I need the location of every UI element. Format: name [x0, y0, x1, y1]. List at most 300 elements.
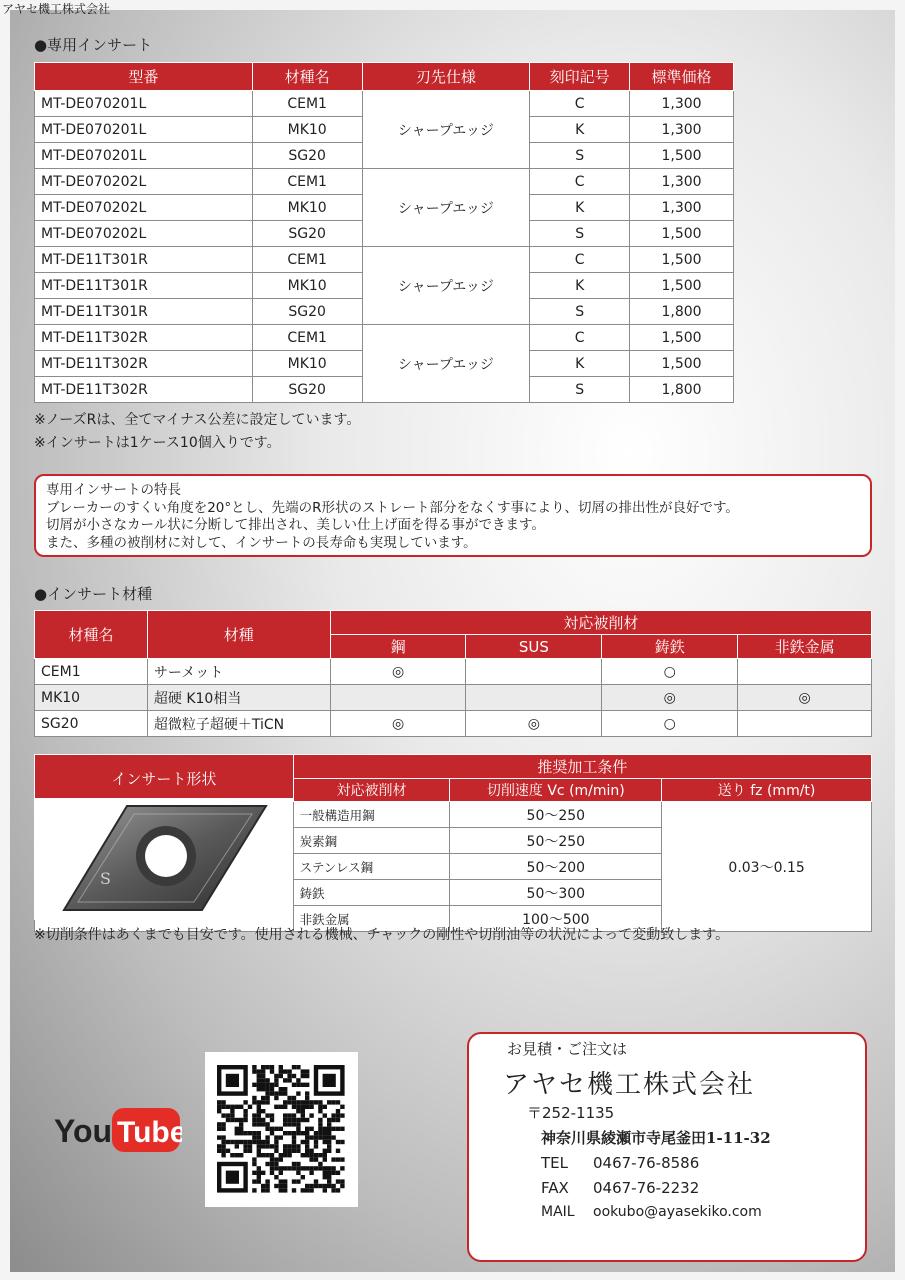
qr-module	[265, 1122, 269, 1126]
qr-module	[336, 1140, 340, 1144]
qr-module	[305, 1091, 309, 1095]
qr-module	[239, 1153, 243, 1157]
qr-module	[261, 1078, 265, 1082]
qr-module	[336, 1157, 340, 1161]
inserts-col-mark: 刻印記号	[530, 63, 630, 91]
qr-module	[252, 1069, 256, 1073]
price-cell: 1,500	[630, 351, 734, 377]
qr-module	[257, 1135, 261, 1139]
qr-module	[292, 1074, 296, 1078]
qr-module	[257, 1078, 261, 1082]
qr-module	[279, 1135, 283, 1139]
qr-module	[287, 1118, 291, 1122]
qr-module	[314, 1157, 318, 1161]
qr-module	[287, 1113, 291, 1117]
qr-module	[279, 1074, 283, 1078]
qr-module	[257, 1166, 261, 1170]
qr-module	[252, 1162, 256, 1166]
model-cell: MT-DE070202L	[35, 195, 253, 221]
qr-module	[279, 1065, 283, 1069]
qr-module	[287, 1144, 291, 1148]
qr-module	[261, 1109, 265, 1113]
qr-module	[292, 1113, 296, 1117]
qr-module	[243, 1109, 247, 1113]
qr-module	[252, 1179, 256, 1183]
qr-module	[301, 1188, 305, 1192]
qr-module	[283, 1179, 287, 1183]
qr-module	[257, 1149, 261, 1153]
qr-module	[318, 1105, 322, 1109]
qr-module	[323, 1153, 327, 1157]
grade-name-cell: SG20	[35, 711, 148, 737]
qr-module	[327, 1100, 331, 1104]
compat-mark-cell	[738, 711, 872, 737]
qr-module	[265, 1091, 269, 1095]
grades-col-castiron: 鋳鉄	[602, 635, 738, 659]
qr-module	[301, 1166, 305, 1170]
qr-module	[305, 1135, 309, 1139]
qr-module	[270, 1144, 274, 1148]
qr-module	[296, 1091, 300, 1095]
conditions-note: ※切削条件はあくまでも目安です。使用される機械、チャックの剛性や切削油等の状況によって変動致します。	[34, 927, 730, 943]
qr-module	[296, 1149, 300, 1153]
qr-module	[287, 1166, 291, 1170]
qr-module	[257, 1131, 261, 1135]
qr-module	[279, 1171, 283, 1175]
youtube-logo[interactable]	[52, 1098, 182, 1158]
qr-module	[314, 1100, 318, 1104]
compat-mark-cell	[738, 659, 872, 685]
qr-module	[239, 1140, 243, 1144]
qr-module	[221, 1149, 225, 1153]
grade-material-cell: 超硬 K10相当	[147, 685, 330, 711]
contact-mail[interactable]: ookubo@ayasekiko.com	[593, 1204, 762, 1220]
qr-module	[305, 1100, 309, 1104]
youtube-tube: Tube	[117, 1116, 182, 1149]
qr-module	[239, 1105, 243, 1109]
mark-cell: K	[530, 195, 630, 221]
qr-module	[318, 1127, 322, 1131]
qr-module	[248, 1144, 252, 1148]
compat-mark-cell	[466, 685, 602, 711]
qr-module	[305, 1131, 309, 1135]
qr-module	[274, 1127, 278, 1131]
qr-module	[265, 1078, 269, 1082]
qr-module	[270, 1083, 274, 1087]
qr-module	[296, 1100, 300, 1104]
edge-cell: シャープエッジ	[362, 247, 530, 325]
qr-module	[248, 1140, 252, 1144]
conditions-col-feed: 送り fz (mm/t)	[662, 779, 872, 802]
qr-module	[309, 1188, 313, 1192]
qr-module	[318, 1166, 322, 1170]
qr-module	[292, 1096, 296, 1100]
qr-module	[340, 1166, 344, 1170]
grade-cell: CEM1	[252, 169, 362, 195]
features-line-2: 切屑が小さなカール状に分断して排出され、美しい仕上げ面を得る事ができます。	[46, 517, 545, 533]
qr-module	[279, 1179, 283, 1183]
qr-module	[292, 1144, 296, 1148]
qr-module	[323, 1127, 327, 1131]
qr-module	[327, 1144, 331, 1148]
inserts-col-grade: 材種名	[252, 63, 362, 91]
qr-module	[305, 1074, 309, 1078]
qr-module	[243, 1140, 247, 1144]
mark-cell: S	[530, 221, 630, 247]
qr-module	[221, 1105, 225, 1109]
qr-module	[230, 1105, 234, 1109]
qr-module	[261, 1144, 265, 1148]
qr-module	[296, 1144, 300, 1148]
qr-module	[301, 1118, 305, 1122]
qr-module	[270, 1118, 274, 1122]
qr-module	[305, 1188, 309, 1192]
price-cell: 1,500	[630, 221, 734, 247]
qr-module	[217, 1149, 221, 1153]
contact-tel: 0467-76-8586	[593, 1154, 700, 1172]
qr-module	[314, 1179, 318, 1183]
qr-module	[257, 1087, 261, 1091]
qr-module	[331, 1166, 335, 1170]
qr-module	[305, 1153, 309, 1157]
grade-cell: SG20	[252, 143, 362, 169]
qr-module	[279, 1157, 283, 1161]
qr-module	[257, 1179, 261, 1183]
qr-module	[270, 1113, 274, 1117]
youtube-you: You	[54, 1113, 113, 1149]
qr-module	[301, 1083, 305, 1087]
qr-module	[221, 1144, 225, 1148]
qr-module	[292, 1179, 296, 1183]
qr-module	[279, 1153, 283, 1157]
qr-module	[336, 1179, 340, 1183]
qr-module	[296, 1118, 300, 1122]
qr-module	[265, 1087, 269, 1091]
qr-module	[279, 1127, 283, 1131]
grade-material-cell: サーメット	[147, 659, 330, 685]
qr-module	[309, 1100, 313, 1104]
qr-module	[261, 1096, 265, 1100]
contact-mail-label: MAIL	[541, 1204, 575, 1220]
mark-cell: K	[530, 117, 630, 143]
qr-module	[257, 1083, 261, 1087]
qr-module	[301, 1069, 305, 1073]
compat-mark-cell	[330, 685, 466, 711]
insert-shape-svg	[34, 798, 293, 920]
qr-module	[248, 1105, 252, 1109]
qr-module	[252, 1065, 256, 1069]
qr-module	[327, 1122, 331, 1126]
qr-module	[301, 1109, 305, 1113]
qr-module	[235, 1144, 239, 1148]
qr-module	[323, 1175, 327, 1179]
qr-module	[287, 1100, 291, 1104]
qr-module	[243, 1149, 247, 1153]
qr-module	[243, 1131, 247, 1135]
compat-mark-cell: ◎	[602, 685, 738, 711]
model-cell: MT-DE11T302R	[35, 351, 253, 377]
qr-module	[221, 1122, 225, 1126]
table-row	[35, 325, 734, 351]
qr-module	[279, 1188, 283, 1192]
qr-finder	[323, 1074, 336, 1087]
qr-module	[270, 1091, 274, 1095]
qr-module	[287, 1069, 291, 1073]
qr-module	[257, 1122, 261, 1126]
qr-module	[340, 1113, 344, 1117]
qr-module	[265, 1065, 269, 1069]
qr-module	[257, 1113, 261, 1117]
grade-cell: CEM1	[252, 325, 362, 351]
qr-module	[296, 1127, 300, 1131]
qr-module	[331, 1184, 335, 1188]
qr-module	[265, 1184, 269, 1188]
qr-module	[323, 1188, 327, 1192]
qr-module	[226, 1140, 230, 1144]
qr-module	[323, 1105, 327, 1109]
qr-module	[261, 1140, 265, 1144]
qr-module	[301, 1140, 305, 1144]
qr-module	[283, 1113, 287, 1117]
qr-module	[279, 1069, 283, 1073]
qr-module	[252, 1100, 256, 1104]
qr-module	[270, 1065, 274, 1069]
header-company: アヤセ機工株式会社	[2, 2, 111, 16]
qr-module	[257, 1109, 261, 1113]
qr-module	[318, 1118, 322, 1122]
qr-module	[314, 1184, 318, 1188]
qr-module	[279, 1166, 283, 1170]
model-cell: MT-DE070202L	[35, 169, 253, 195]
qr-module	[296, 1162, 300, 1166]
qr-module	[314, 1144, 318, 1148]
qr-module	[292, 1188, 296, 1192]
edge-cell: シャープエッジ	[362, 169, 530, 247]
qr-module	[279, 1087, 283, 1091]
qr-module	[292, 1149, 296, 1153]
qr-module	[243, 1113, 247, 1117]
condition-material-cell: 鋳鉄	[293, 880, 450, 906]
qr-module	[340, 1184, 344, 1188]
qr-module	[331, 1171, 335, 1175]
qr-module	[327, 1127, 331, 1131]
qr-module	[261, 1065, 265, 1069]
qr-module	[230, 1153, 234, 1157]
qr-module	[309, 1105, 313, 1109]
contact-address: 神奈川県綾瀬市寺尾釜田1-11-32	[541, 1129, 771, 1147]
qr-module	[318, 1109, 322, 1113]
qr-module	[287, 1149, 291, 1153]
qr-module	[270, 1131, 274, 1135]
qr-module	[292, 1105, 296, 1109]
qr-module	[265, 1162, 269, 1166]
contact-heading: お見積・ご注文は	[507, 1040, 628, 1058]
qr-module	[270, 1069, 274, 1073]
table-row	[35, 711, 872, 737]
qr-module	[274, 1083, 278, 1087]
condition-material-cell: 一般構造用鋼	[293, 802, 450, 828]
qr-module	[305, 1069, 309, 1073]
qr-module	[261, 1074, 265, 1078]
qr-module	[327, 1131, 331, 1135]
qr-module	[331, 1188, 335, 1192]
qr-module	[305, 1184, 309, 1188]
qr-module	[265, 1083, 269, 1087]
qr-module	[261, 1122, 265, 1126]
price-cell: 1,300	[630, 117, 734, 143]
qr-module	[274, 1184, 278, 1188]
qr-module	[274, 1144, 278, 1148]
qr-module	[296, 1166, 300, 1170]
qr-module	[221, 1113, 225, 1117]
qr-module	[217, 1135, 221, 1139]
qr-module	[221, 1100, 225, 1104]
qr-module	[327, 1179, 331, 1183]
contact-tel-label: TEL	[541, 1154, 568, 1172]
qr-module	[257, 1171, 261, 1175]
qr-module	[309, 1113, 313, 1117]
qr-module	[296, 1122, 300, 1126]
qr-module	[265, 1179, 269, 1183]
grades-col-nonferrous: 非鉄金属	[738, 635, 872, 659]
qr-module	[331, 1100, 335, 1104]
feed-cell: 0.03〜0.15	[662, 802, 872, 932]
mark-cell: C	[530, 325, 630, 351]
qr-module	[301, 1113, 305, 1117]
qr-module	[217, 1122, 221, 1126]
qr-module	[327, 1149, 331, 1153]
price-cell: 1,800	[630, 377, 734, 403]
qr-module	[235, 1105, 239, 1109]
condition-material-cell: 非鉄金属	[293, 906, 450, 932]
condition-speed-cell: 50〜300	[450, 880, 662, 906]
qr-module	[283, 1100, 287, 1104]
grade-cell: SG20	[252, 377, 362, 403]
grade-cell: MK10	[252, 117, 362, 143]
qr-module	[274, 1091, 278, 1095]
qr-module	[230, 1109, 234, 1113]
qr-module	[239, 1122, 243, 1126]
qr-module	[283, 1091, 287, 1095]
qr-module	[314, 1135, 318, 1139]
qr-module	[261, 1118, 265, 1122]
qr-module	[336, 1149, 340, 1153]
qr-module	[257, 1105, 261, 1109]
qr-module	[283, 1122, 287, 1126]
qr-module	[226, 1113, 230, 1117]
qr-module	[305, 1144, 309, 1148]
qr-module	[305, 1105, 309, 1109]
qr-module	[265, 1140, 269, 1144]
insert-mark: S	[100, 869, 111, 888]
price-cell: 1,500	[630, 325, 734, 351]
qr-module	[283, 1118, 287, 1122]
qr-module	[292, 1162, 296, 1166]
qr-module	[292, 1131, 296, 1135]
qr-module	[221, 1153, 225, 1157]
grade-cell: SG20	[252, 299, 362, 325]
qr-module	[292, 1140, 296, 1144]
qr-module	[287, 1131, 291, 1135]
qr-module	[257, 1069, 261, 1073]
grade-cell: CEM1	[252, 91, 362, 117]
qr-module	[336, 1118, 340, 1122]
model-cell: MT-DE070201L	[35, 91, 253, 117]
grade-cell: SG20	[252, 221, 362, 247]
qr-module	[261, 1100, 265, 1104]
qr-module	[279, 1091, 283, 1095]
grade-cell: MK10	[252, 351, 362, 377]
contact-fax: 0467-76-2232	[593, 1179, 700, 1197]
mark-cell: K	[530, 273, 630, 299]
qr-module	[309, 1171, 313, 1175]
model-cell: MT-DE070201L	[35, 143, 253, 169]
qr-module	[270, 1171, 274, 1175]
grades-group: 対応被削材	[330, 611, 871, 635]
qr-module	[217, 1100, 221, 1104]
qr-module	[292, 1100, 296, 1104]
qr-module	[252, 1118, 256, 1122]
qr-module	[274, 1078, 278, 1082]
youtube-logo-svg	[52, 1098, 182, 1158]
grades-col-material: 材種	[147, 611, 330, 659]
qr-module	[235, 1127, 239, 1131]
qr-code[interactable]	[205, 1052, 358, 1207]
model-cell: MT-DE070202L	[35, 221, 253, 247]
qr-module	[301, 1153, 305, 1157]
qr-module	[292, 1135, 296, 1139]
qr-module	[292, 1118, 296, 1122]
qr-module	[270, 1166, 274, 1170]
qr-module	[296, 1083, 300, 1087]
qr-finder	[226, 1171, 239, 1184]
price-cell: 1,300	[630, 169, 734, 195]
condition-speed-cell: 100〜500	[450, 906, 662, 932]
qr-module	[235, 1131, 239, 1135]
qr-module	[314, 1153, 318, 1157]
qr-module	[287, 1122, 291, 1126]
model-cell: MT-DE11T301R	[35, 299, 253, 325]
qr-module	[318, 1135, 322, 1139]
qr-module	[283, 1144, 287, 1148]
grades-col-sus: SUS	[466, 635, 602, 659]
qr-module	[323, 1157, 327, 1161]
qr-module	[274, 1074, 278, 1078]
qr-module	[230, 1113, 234, 1117]
qr-module	[226, 1105, 230, 1109]
price-cell: 1,800	[630, 299, 734, 325]
qr-module	[270, 1153, 274, 1157]
qr-module	[261, 1184, 265, 1188]
qr-module	[340, 1179, 344, 1183]
qr-module	[336, 1127, 340, 1131]
qr-module	[331, 1118, 335, 1122]
qr-module	[327, 1184, 331, 1188]
qr-module	[340, 1157, 344, 1161]
qr-module	[226, 1118, 230, 1122]
qr-module	[309, 1149, 313, 1153]
qr-module	[221, 1127, 225, 1131]
qr-module	[340, 1140, 344, 1144]
qr-module	[239, 1118, 243, 1122]
model-cell: MT-DE11T302R	[35, 325, 253, 351]
table-row	[35, 685, 872, 711]
grade-cell: MK10	[252, 273, 362, 299]
qr-finder	[226, 1074, 239, 1087]
qr-module	[336, 1109, 340, 1113]
price-cell: 1,300	[630, 91, 734, 117]
qr-module	[265, 1153, 269, 1157]
